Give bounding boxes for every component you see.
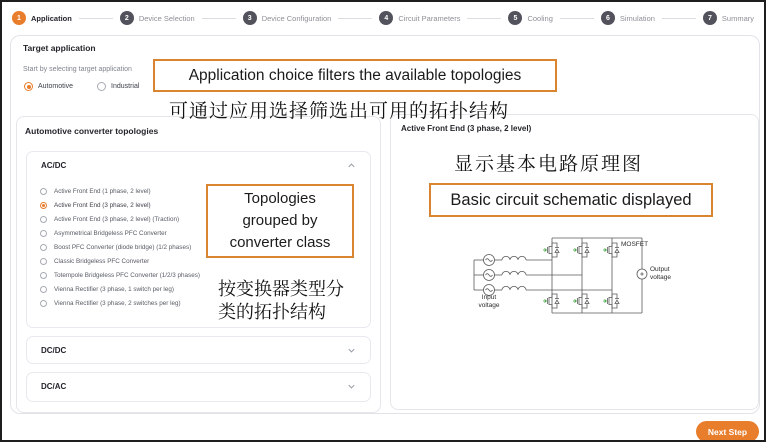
mosfet-label: MOSFET (621, 241, 649, 248)
topologies-panel-title: Automotive converter topologies (25, 126, 159, 136)
target-application-radio-group (24, 82, 139, 91)
radio-industrial[interactable] (97, 82, 139, 91)
input-voltage-label: Input voltage (478, 294, 500, 309)
radio-icon (40, 244, 47, 251)
circuit-schematic (452, 230, 710, 330)
step-circuit-parameters[interactable] (379, 11, 460, 25)
radio-automotive[interactable] (24, 82, 73, 91)
radio-icon (40, 258, 47, 265)
annotation-topologies-grouped: Topologies grouped by converter class (206, 184, 354, 258)
step-number-badge: 1 (12, 11, 26, 25)
schematic-panel-title: Active Front End (3 phase, 2 level) (401, 124, 532, 133)
topology-label: Totempole Bridgeless PFC Converter (1/2/3 phases) (54, 271, 200, 279)
topology-label: Active Front End (1 phase, 2 level) (54, 187, 151, 195)
topology-label: Active Front End (3 phase, 2 level) (54, 201, 151, 209)
radio-selected-icon (24, 82, 33, 91)
radio-icon (40, 300, 47, 307)
step-device-selection[interactable] (120, 11, 195, 25)
topology-label: Asymmetrical Bridgeless PFC Converter (54, 229, 167, 237)
accordion-dcac (26, 372, 371, 402)
accordion-dcdc-header[interactable] (27, 337, 370, 363)
step-summary[interactable] (703, 11, 754, 25)
wizard-stepper (2, 2, 764, 34)
step-number-badge: 6 (601, 11, 615, 25)
step-application[interactable] (12, 11, 72, 25)
stepper-connector (79, 18, 113, 19)
radio-selected-icon (40, 202, 47, 209)
topology-label: Boost PFC Converter (diode bridge) (1/2 phases) (54, 243, 192, 251)
topology-label: Vienna Rectifier (3 phase, 1 switch per leg) (54, 285, 174, 293)
stepper-connector (662, 18, 696, 19)
step-number-badge: 4 (379, 11, 393, 25)
step-number-badge: 2 (120, 11, 134, 25)
radio-label: Automotive (38, 83, 74, 90)
annotation-schematic-zh: 显示基本电路原理图 (454, 154, 644, 175)
radio-icon (97, 82, 106, 91)
chevron-down-icon (347, 346, 356, 355)
accordion-dcdc (26, 336, 371, 364)
accordion-label: DC/AC (41, 381, 67, 391)
topology-label: Vienna Rectifier (3 phase, 2 switches per leg) (54, 299, 181, 307)
step-label: Device Selection (138, 13, 195, 23)
step-label: Summary (721, 13, 755, 23)
stepper-connector (560, 18, 594, 19)
topology-label: Active Front End (3 phase, 2 level) (Traction) (54, 215, 180, 223)
radio-icon (40, 188, 47, 195)
next-step-button[interactable]: Next Step (696, 421, 759, 442)
accordion-acdc-header[interactable] (27, 152, 370, 178)
radio-icon (40, 272, 47, 279)
stepper-connector (338, 18, 372, 19)
step-label: Device Configuration (261, 13, 332, 23)
annotation-topologies-grouped-zh: 按变换器类型分类的拓扑结构 (218, 279, 344, 322)
step-label: Application (31, 13, 72, 23)
annotation-application-choice-zh: 可通过应用选择筛选出可用的拓扑结构 (169, 101, 510, 122)
stepper-connector (467, 18, 501, 19)
topology-label: Classic Bridgeless PFC Converter (54, 257, 150, 265)
radio-icon (40, 230, 47, 237)
chevron-up-icon (347, 161, 356, 170)
radio-icon (40, 286, 47, 293)
step-number-badge: 3 (243, 11, 257, 25)
step-label: Cooling (527, 13, 553, 23)
target-application-title: Target application (23, 43, 96, 53)
chevron-down-icon (347, 382, 356, 391)
accordion-label: DC/DC (41, 345, 67, 355)
step-number-badge: 7 (703, 11, 717, 25)
accordion-label: AC/DC (41, 160, 67, 170)
step-label: Circuit Parameters (398, 13, 461, 23)
annotation-application-choice: Application choice filters the available topologies (153, 59, 557, 92)
target-application-subtitle: Start by selecting target application (23, 66, 132, 73)
step-cooling[interactable] (508, 11, 552, 25)
step-number-badge: 5 (508, 11, 522, 25)
radio-label: Industrial (111, 83, 140, 90)
accordion-dcac-header[interactable] (27, 373, 370, 399)
annotation-schematic-displayed: Basic circuit schematic displayed (429, 183, 713, 217)
step-label: Simulation (619, 13, 655, 23)
step-simulation[interactable] (601, 11, 655, 25)
output-voltage-label: Output voltage (650, 266, 671, 281)
step-device-configuration[interactable] (243, 11, 332, 25)
stepper-connector (202, 18, 236, 19)
radio-icon (40, 216, 47, 223)
